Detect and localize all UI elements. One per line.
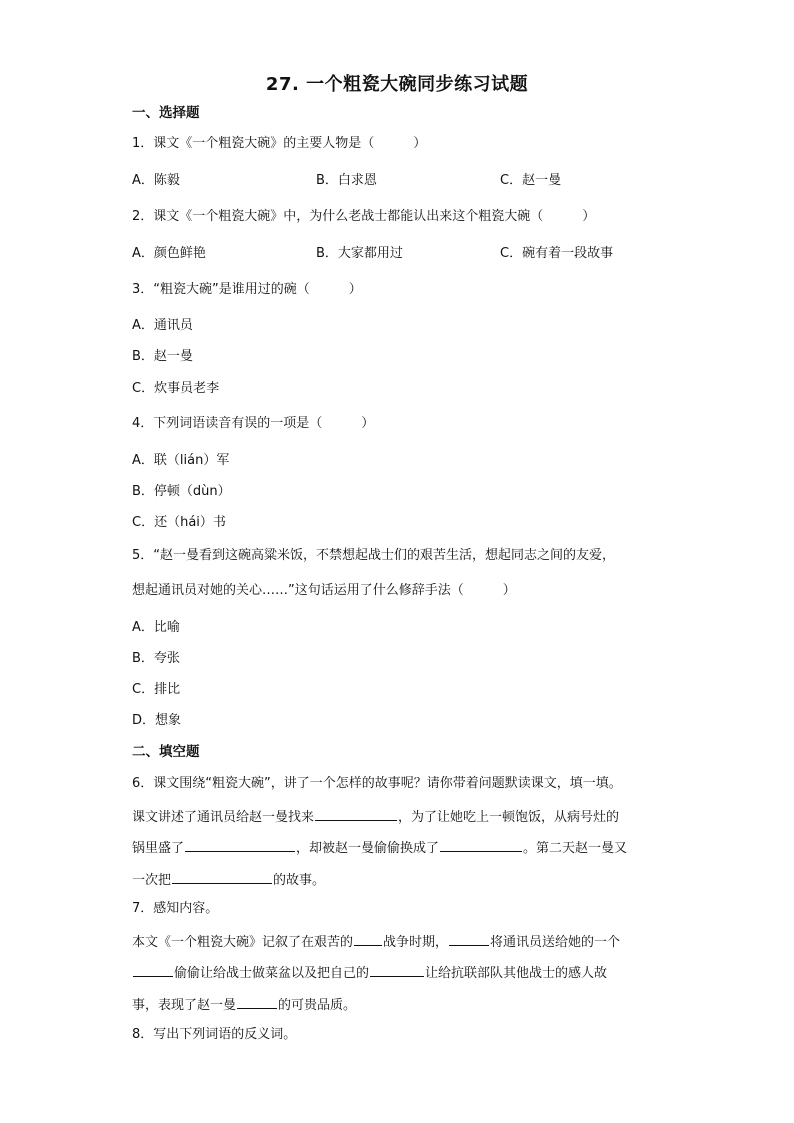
q2-option-b: B．大家都用过 xyxy=(316,246,403,261)
q7-text: 本文《一个粗瓷大碗》记叙了在艰苦的 xyxy=(132,935,354,950)
q6-text: 。第二天赵一曼又 xyxy=(523,841,628,856)
page-title: 27. 一个粗瓷大碗同步练习试题 xyxy=(265,74,529,95)
q7-text: 将通讯员送给她的一个 xyxy=(490,935,621,950)
q7-blank-4[interactable] xyxy=(370,962,424,977)
q4-option-a: A．联（lián）军 xyxy=(132,453,230,468)
question-6-stem: 6．课文围绕“粗瓷大碗”，讲了一个怎样的故事呢？请你带着问题默读课文，填一填。 xyxy=(132,776,622,791)
q4-option-b: B．停顿（dùn） xyxy=(132,484,231,499)
q5-option-b: B．夸张 xyxy=(132,651,180,666)
q5-option-c: C．排比 xyxy=(132,682,181,697)
q3-option-a: A．通讯员 xyxy=(132,318,193,333)
q2-option-a: A．颜色鲜艳 xyxy=(132,246,206,261)
q7-text: 让给抗联部队其他战士的感人故 xyxy=(425,966,608,981)
q5-option-a: A．比喻 xyxy=(132,620,180,635)
question-5-stem-line-2: 想起通讯员对她的关心……”这句话运用了什么修辞手法（ ） xyxy=(132,583,516,598)
q6-blank-3[interactable] xyxy=(440,837,522,852)
q6-text: ，却被赵一曼偷偷换成了 xyxy=(296,841,440,856)
q6-blank-4[interactable] xyxy=(172,869,272,884)
question-7-line-3 xyxy=(132,994,356,1015)
question-6-line-2 xyxy=(132,806,619,827)
question-7-stem: 7．感知内容。 xyxy=(132,901,219,916)
question-6-line-3 xyxy=(132,837,627,858)
question-6-line-4 xyxy=(132,869,325,890)
section-heading-fill-in: 二、填空题 xyxy=(132,744,200,760)
question-7-line-1 xyxy=(132,931,620,952)
q4-option-c: C．还（hái）书 xyxy=(132,515,226,530)
question-3-stem: 3．“粗瓷大碗”是谁用过的碗（ ） xyxy=(132,282,362,297)
q6-blank-1[interactable] xyxy=(315,806,397,821)
q5-option-d: D．想象 xyxy=(132,713,182,728)
q6-text: 的故事。 xyxy=(273,873,326,888)
q7-blank-2[interactable] xyxy=(449,931,489,946)
q7-text: 战争时期， xyxy=(383,935,449,950)
q7-text: 的可贵品质。 xyxy=(278,998,357,1013)
question-5-stem-line-1: 5．“赵一曼看到这碗高粱米饭，不禁想起战士们的艰苦生活，想起同志之间的友爱， xyxy=(132,548,616,563)
q7-blank-5[interactable] xyxy=(237,994,277,1009)
q7-text: 偷偷让给战士做菜盆以及把自己的 xyxy=(174,966,370,981)
question-1-stem: 1．课文《一个粗瓷大碗》的主要人物是（ ） xyxy=(132,136,427,151)
q6-blank-2[interactable] xyxy=(185,837,295,852)
q7-text: 事，表现了赵一曼 xyxy=(132,998,237,1013)
q1-option-a: A．陈毅 xyxy=(132,173,180,188)
q6-text: 一次把 xyxy=(132,873,172,888)
question-7-line-2 xyxy=(132,962,607,983)
q6-text: ，为了让她吃上一顿饱饭，从病号灶的 xyxy=(398,810,620,825)
q3-option-b: B．赵一曼 xyxy=(132,349,193,364)
q3-option-c: C．炊事员老李 xyxy=(132,381,220,396)
q7-blank-1[interactable] xyxy=(354,931,382,946)
question-8-stem: 8．写出下列词语的反义词。 xyxy=(132,1027,297,1042)
question-2-stem: 2．课文《一个粗瓷大碗》中，为什么老战士都能认出来这个粗瓷大碗（ ） xyxy=(132,209,596,224)
q2-option-c: C．碗有着一段故事 xyxy=(500,246,614,261)
q6-text: 课文讲述了通讯员给赵一曼找来 xyxy=(132,810,315,825)
q6-text: 锅里盛了 xyxy=(132,841,185,856)
question-4-stem: 4．下列词语读音有误的一项是（ ） xyxy=(132,416,375,431)
section-heading-choice: 一、选择题 xyxy=(132,105,200,121)
q1-option-b: B．白求恩 xyxy=(316,173,377,188)
q7-blank-3[interactable] xyxy=(133,962,173,977)
q1-option-c: C．赵一曼 xyxy=(500,173,562,188)
